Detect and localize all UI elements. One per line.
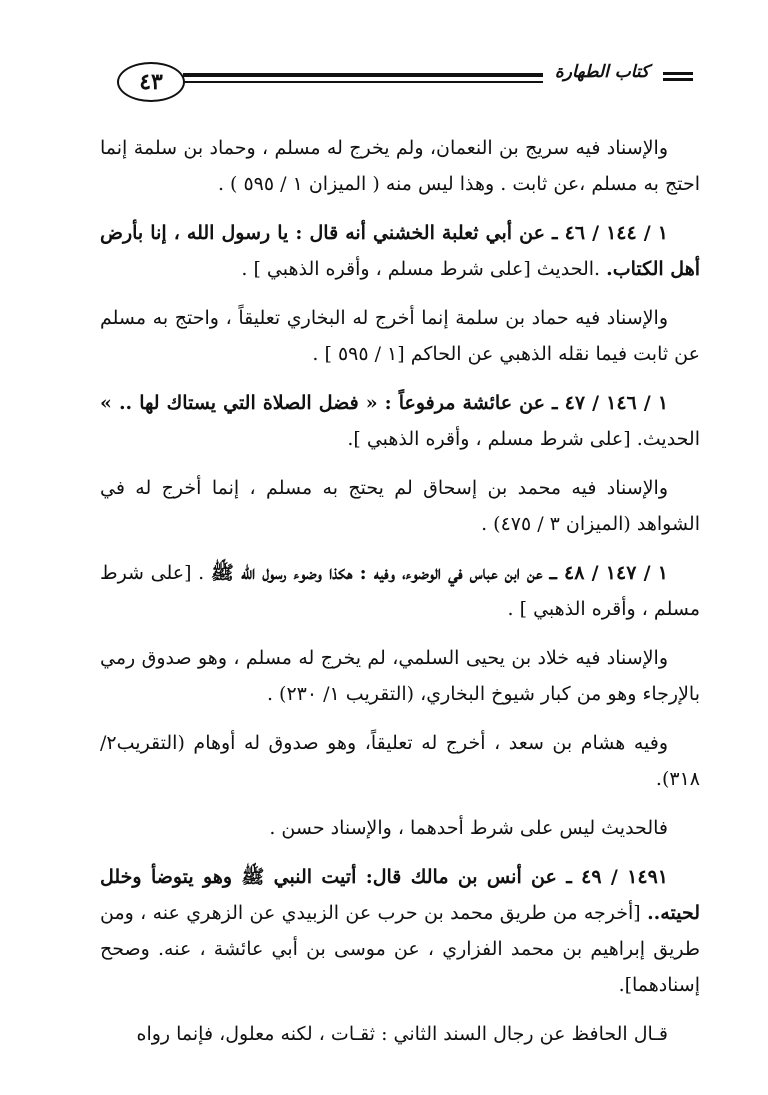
paragraph-text: قـال الحافظ عن رجال السند الثاني : ثقـات ، لكنه معلول، فإنما رواه — [136, 1023, 668, 1045]
paragraph-text: والإسناد فيه خلاد بن يحيى السلمي، لم يخرج له مسلم ، وهو صدوق رمي بالإرجاء وهو من كبار شيوخ البخاري، (التقريب ١/ ٢٣٠) . — [100, 647, 700, 705]
page-header — [95, 52, 695, 108]
paragraph-text: والإسناد فيه حماد بن سلمة إنما أخرج له البخاري تعليقاً ، واحتج به مسلم عن ثابت فيما نقله الذهبي عن الحاكم [١ / ٥٩٥ ] . — [100, 307, 700, 365]
paragraph-text: فالحديث ليس على شرط أحدهما ، والإسناد حسن . — [269, 817, 668, 839]
paragraph — [100, 130, 700, 202]
hadith-text: الحديث. [على شرط مسلم ، وأقره الذهبي ]. — [347, 428, 700, 450]
paragraph — [100, 1016, 700, 1052]
paragraph-text: وفيه هشام بن سعد ، أخرج له تعليقاً، وهو صدوق له أوهام (التقريب٢/ ٣١٨). — [100, 732, 700, 790]
hadith-entry — [100, 555, 700, 627]
hadith-heading: ١ / ١٤٧ / ٤٨ ـــ عن ابن عباس في الوضوء، وفيه : هكذا وضوء رسول الله ﷺ — [210, 562, 669, 584]
hadith-heading: ١٤٩١ / ٤٩ ـ عن أنس بن مالك قال: أتيت النبي ﷺ وهو يتوضأ وخلل لحيته.. — [100, 866, 700, 924]
hadith-heading: ١ / ١٤٦ / ٤٧ ـ عن عائشة مرفوعاً : « فضل الصلاة التي يستاك لها .. » — [100, 392, 669, 414]
page-body — [100, 130, 700, 1065]
hadith-entry — [100, 385, 700, 457]
paragraph — [100, 810, 700, 846]
header-rule-thin — [183, 81, 543, 83]
book-title: كتاب الطهارة — [554, 62, 650, 82]
hadith-entry — [100, 215, 700, 287]
page-number: ٤٣ — [117, 62, 185, 102]
header-rule-thick — [183, 73, 543, 77]
header-ornament — [663, 72, 693, 84]
hadith-heading: ١ / ١٤٤ / ٤٦ ـ عن أبي ثعلبة الخشني أنه قال : يا رسول الله ، إنا بأرض أهل الكتاب. — [100, 222, 700, 280]
paragraph-text: والإسناد فيه محمد بن إسحاق لم يحتج به مسلم ، إنما أخرج له في الشواهد (الميزان ٣ / ٤٧٥) . — [100, 477, 700, 535]
paragraph-text: والإسناد فيه سريج بن النعمان، ولم يخرج له مسلم ، وحماد بن سلمة إنما احتج به مسلم ،عن ثابت . وهذا ليس منه ( الميزان ١ / ٥٩٥ ) . — [100, 137, 700, 195]
paragraph — [100, 640, 700, 712]
hadith-entry — [100, 859, 700, 1003]
hadith-text: .الحديث [على شرط مسلم ، وأقره الذهبي ] . — [241, 258, 607, 280]
hadith-text: . [على شرط مسلم ، وأقره الذهبي ] . — [100, 562, 700, 620]
paragraph — [100, 470, 700, 542]
paragraph — [100, 300, 700, 372]
paragraph — [100, 725, 700, 797]
hadith-text: [أخرجه من طريق محمد بن حرب عن الزبيدي عن الزهري عنه ، ومن طريق إبراهيم بن محمد الفزاري ، عن موسى بن أبي عائشة ، عنه. وصحح إسنادهما]. — [100, 902, 700, 996]
